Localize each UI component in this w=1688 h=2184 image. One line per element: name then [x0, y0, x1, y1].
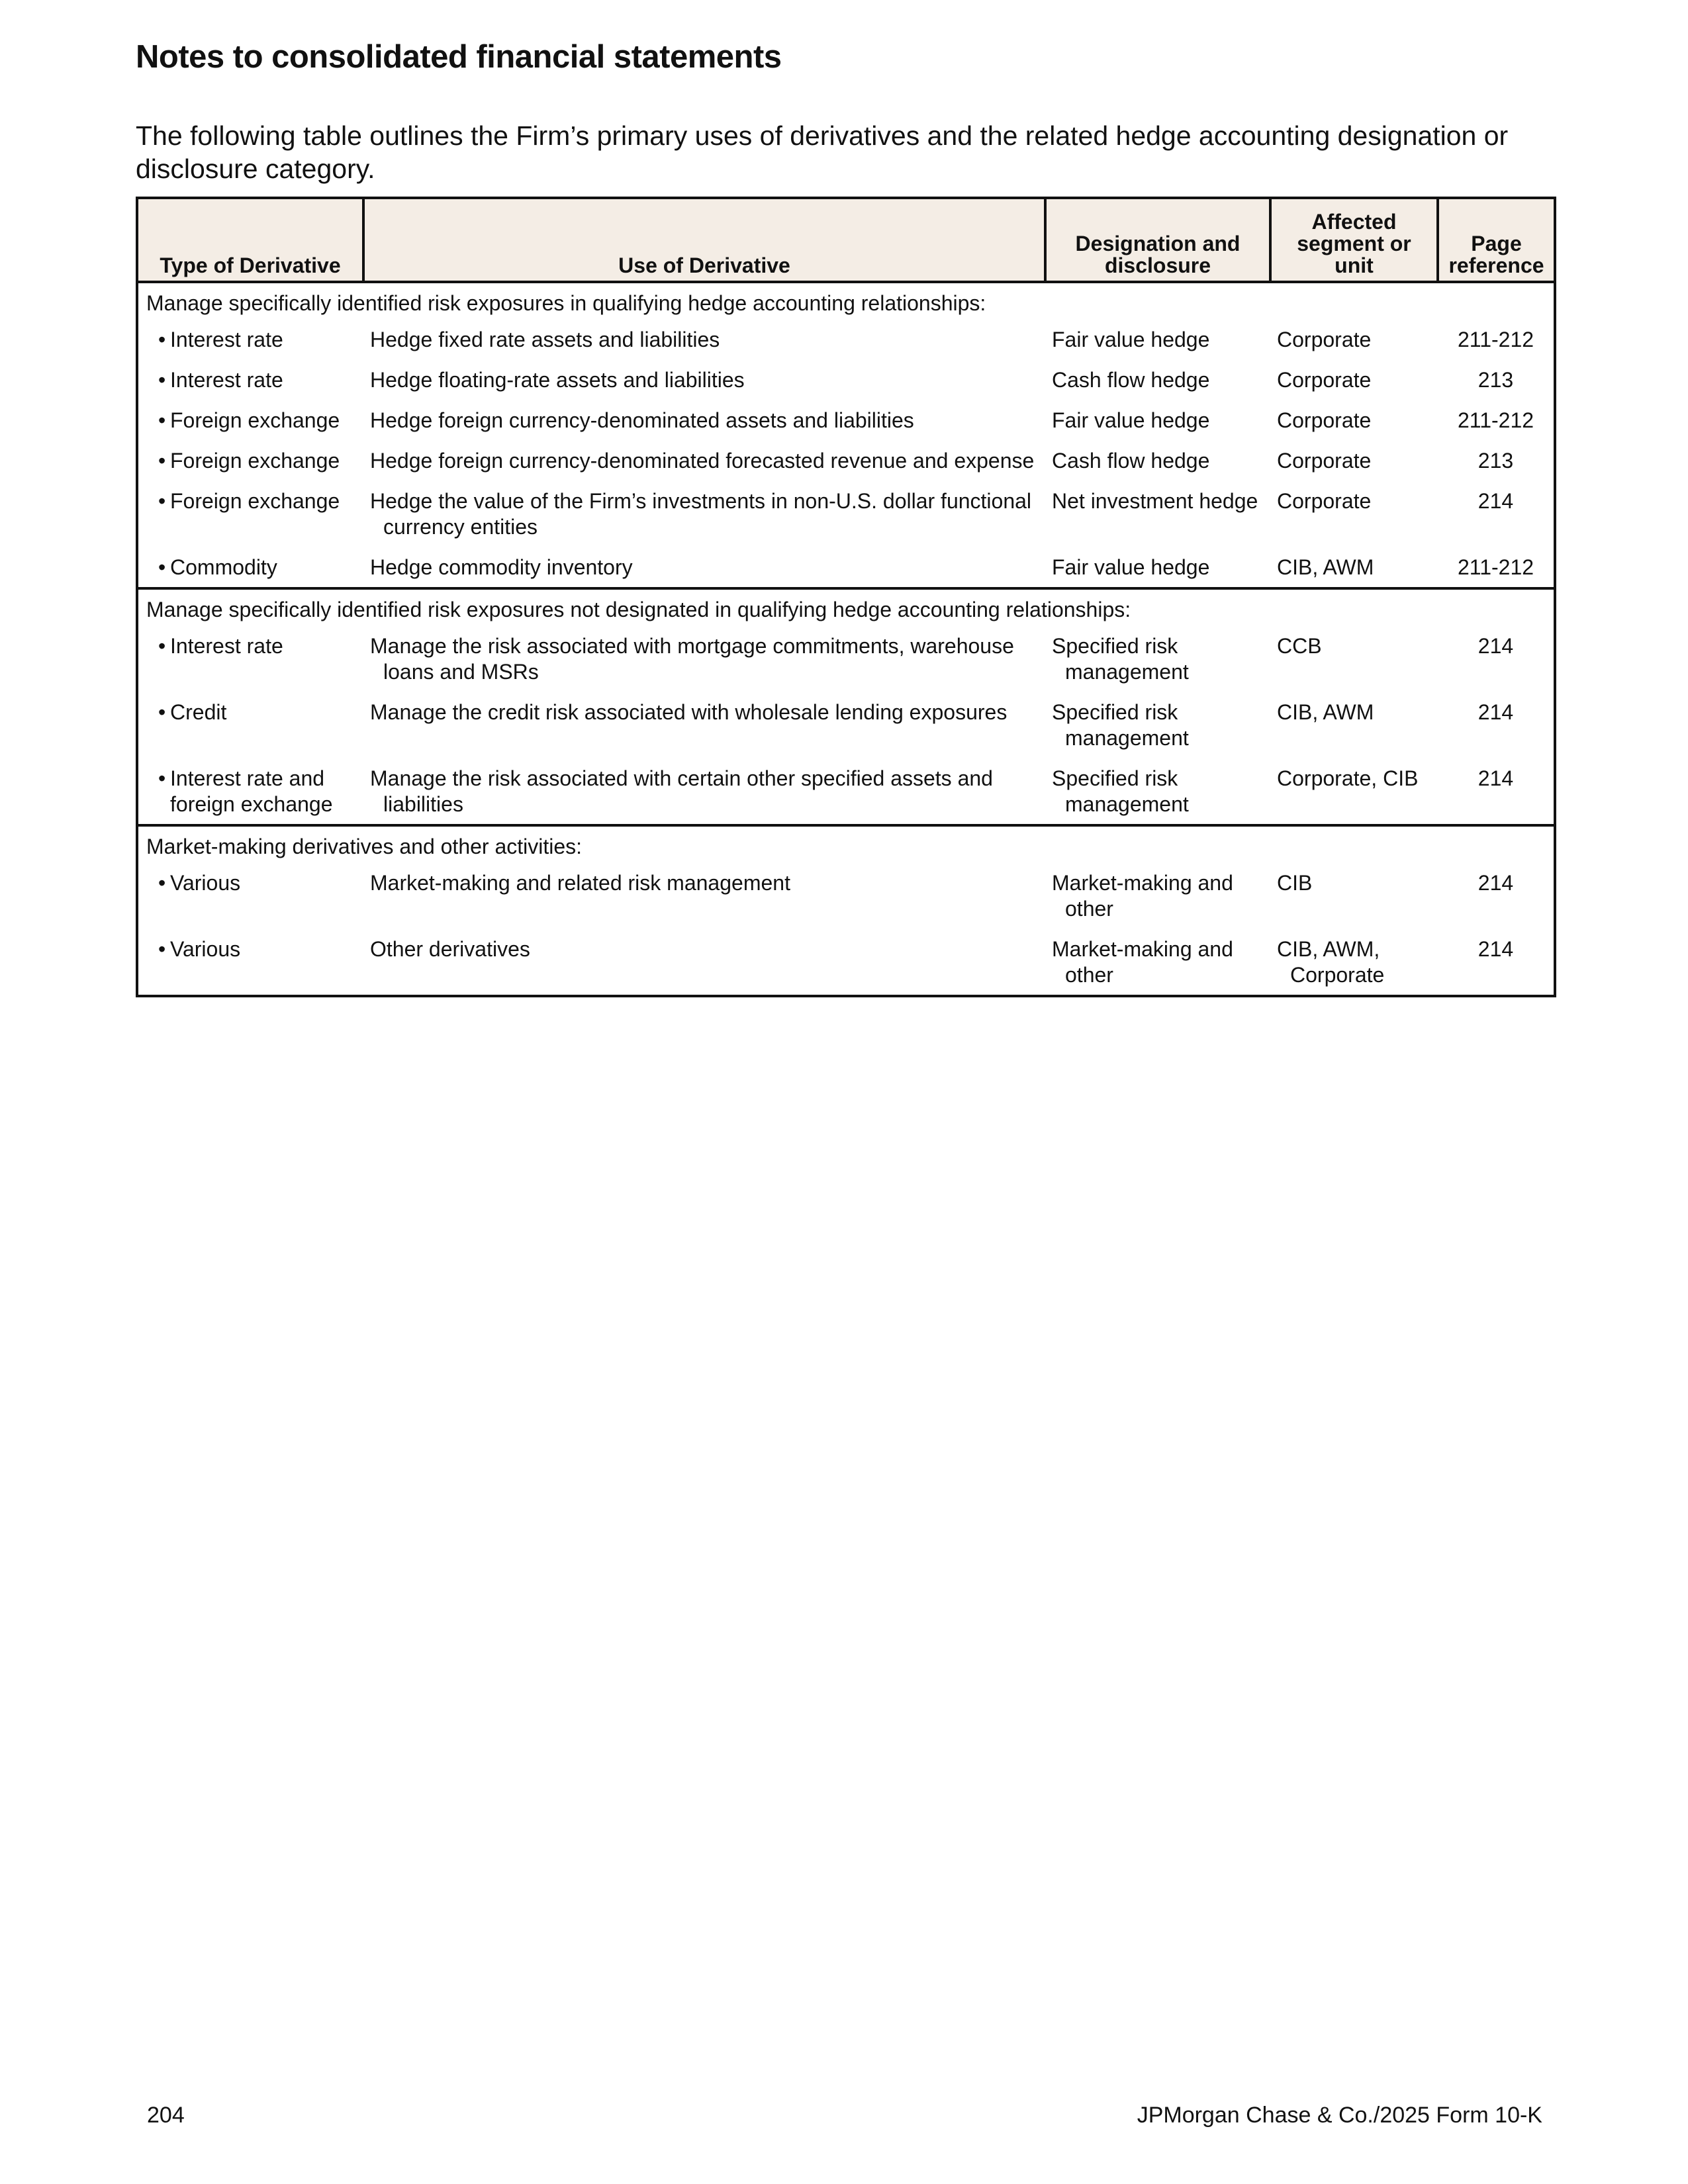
cell-segment: CIB, AWM — [1277, 700, 1374, 724]
column-header-designation: Designation and disclosure — [1045, 198, 1270, 282]
bullet-icon: • — [158, 766, 166, 790]
cell-page-reference: 211-212 — [1457, 555, 1534, 579]
cell-use: Manage the risk associated with mortgage commitments, warehouse loans and MSRs — [370, 634, 1014, 684]
table-row — [137, 440, 1555, 480]
bullet-icon: • — [158, 555, 166, 579]
cell-type — [137, 758, 363, 825]
cell-page-reference: 214 — [1477, 937, 1514, 961]
cell-use: Hedge the value of the Firm’s investments in non-U.S. dollar functional currency entities — [370, 489, 1032, 539]
cell-page-reference: 214 — [1477, 766, 1514, 790]
bullet-icon: • — [158, 328, 166, 351]
cell-type — [137, 625, 363, 692]
page-number: 204 — [147, 2103, 185, 2128]
cell-segment: Corporate — [1277, 368, 1372, 392]
cell-page-reference: 214 — [1477, 634, 1514, 658]
cell-use: Hedge commodity inventory — [370, 555, 633, 579]
table-header-row — [137, 198, 1555, 282]
bullet-icon: • — [158, 408, 166, 432]
table-row — [137, 625, 1555, 692]
cell-designation: Specified risk management — [1052, 634, 1189, 684]
page-title: Notes to consolidated financial statements — [136, 39, 782, 75]
cell-page-reference: 213 — [1477, 368, 1514, 392]
cell-use: Manage the risk associated with certain other specified assets and liabilities — [370, 766, 993, 816]
cell-type-text: Various — [170, 871, 241, 895]
column-header-page: Page reference — [1438, 198, 1555, 282]
cell-segment: CIB, AWM, Corporate — [1277, 937, 1385, 987]
cell-use: Hedge foreign currency-denominated forecasted revenue and expense — [370, 449, 1035, 473]
cell-page-reference: 211-212 — [1457, 408, 1534, 432]
bullet-icon: • — [158, 871, 166, 895]
cell-type — [137, 547, 363, 588]
cell-type — [137, 480, 363, 547]
cell-segment: Corporate — [1277, 449, 1372, 473]
cell-type-text: Foreign exchange — [170, 489, 340, 513]
table-row — [137, 319, 1555, 359]
cell-type — [137, 319, 363, 359]
cell-designation: Specified risk management — [1052, 700, 1189, 750]
column-header-type: Type of Derivative — [137, 198, 363, 282]
bullet-icon: • — [158, 449, 166, 473]
column-header-segment: Affected segment or unit — [1270, 198, 1438, 282]
bullet-icon: • — [158, 634, 166, 658]
cell-designation: Market-making and other — [1052, 937, 1233, 987]
cell-type-text: Foreign exchange — [170, 408, 340, 432]
cell-segment: Corporate — [1277, 489, 1372, 513]
cell-type-text: Foreign exchange — [170, 449, 340, 473]
group-heading: Manage specifically identified risk exposures not designated in qualifying hedge accounting relationships: — [137, 588, 1555, 625]
column-header-use: Use of Derivative — [363, 198, 1045, 282]
cell-segment: Corporate, CIB — [1277, 766, 1419, 790]
cell-page-reference: 214 — [1477, 871, 1514, 895]
cell-type-text: Credit — [170, 700, 227, 724]
cell-designation: Fair value hedge — [1052, 408, 1210, 432]
cell-page-reference: 214 — [1477, 700, 1514, 724]
cell-type-text: Commodity — [170, 555, 277, 579]
cell-type-text: Interest rate — [170, 634, 283, 658]
cell-page-reference: 211-212 — [1457, 328, 1534, 351]
bullet-icon: • — [158, 368, 166, 392]
cell-type — [137, 400, 363, 440]
cell-use: Other derivatives — [370, 937, 530, 961]
intro-paragraph: The following table outlines the Firm’s primary uses of derivatives and the related hedge accounting designation or disclosure category. — [136, 120, 1509, 184]
group-heading-row — [137, 282, 1555, 319]
group-heading-row — [137, 825, 1555, 862]
table-row — [137, 862, 1555, 929]
cell-page-reference: 214 — [1477, 489, 1514, 513]
table-row — [137, 359, 1555, 400]
cell-designation: Cash flow hedge — [1052, 449, 1210, 473]
cell-segment: Corporate — [1277, 328, 1372, 351]
cell-use: Market-making and related risk management — [370, 871, 790, 895]
cell-use: Hedge fixed rate assets and liabilities — [370, 328, 720, 351]
group-heading-row — [137, 588, 1555, 625]
cell-type-text: Interest rate and foreign exchange — [170, 766, 333, 816]
cell-designation: Specified risk management — [1052, 766, 1189, 816]
cell-use: Hedge floating-rate assets and liabilities — [370, 368, 745, 392]
derivatives-table — [136, 197, 1556, 997]
cell-type — [137, 359, 363, 400]
cell-type-text: Interest rate — [170, 368, 283, 392]
cell-designation: Net investment hedge — [1052, 489, 1258, 513]
table-row — [137, 480, 1555, 547]
table-body — [137, 282, 1555, 996]
publication-name: JPMorgan Chase & Co./2025 Form 10-K — [1137, 2103, 1542, 2128]
cell-segment: Corporate — [1277, 408, 1372, 432]
table-row — [137, 929, 1555, 996]
cell-use: Manage the credit risk associated with wholesale lending exposures — [370, 700, 1008, 724]
cell-designation: Cash flow hedge — [1052, 368, 1210, 392]
cell-type — [137, 692, 363, 758]
cell-page-reference: 213 — [1477, 449, 1514, 473]
cell-segment: CIB, AWM — [1277, 555, 1374, 579]
group-heading: Manage specifically identified risk exposures in qualifying hedge accounting relationships: — [146, 291, 986, 315]
table-row — [137, 400, 1555, 440]
table-row — [137, 692, 1555, 758]
bullet-icon: • — [158, 937, 166, 961]
cell-designation: Market-making and other — [1052, 871, 1233, 921]
cell-segment: CCB — [1277, 634, 1322, 658]
table-row — [137, 758, 1555, 825]
table-row — [137, 547, 1555, 588]
cell-designation: Fair value hedge — [1052, 555, 1210, 579]
bullet-icon: • — [158, 489, 166, 513]
cell-type-text: Various — [170, 937, 241, 961]
cell-type — [137, 440, 363, 480]
cell-designation: Fair value hedge — [1052, 328, 1210, 351]
cell-type-text: Interest rate — [170, 328, 283, 351]
cell-type — [137, 862, 363, 929]
cell-type — [137, 929, 363, 996]
bullet-icon: • — [158, 700, 166, 724]
cell-use: Hedge foreign currency-denominated assets and liabilities — [370, 408, 914, 432]
cell-segment: CIB — [1277, 871, 1313, 895]
group-heading: Market-making derivatives and other activities: — [137, 825, 1555, 862]
